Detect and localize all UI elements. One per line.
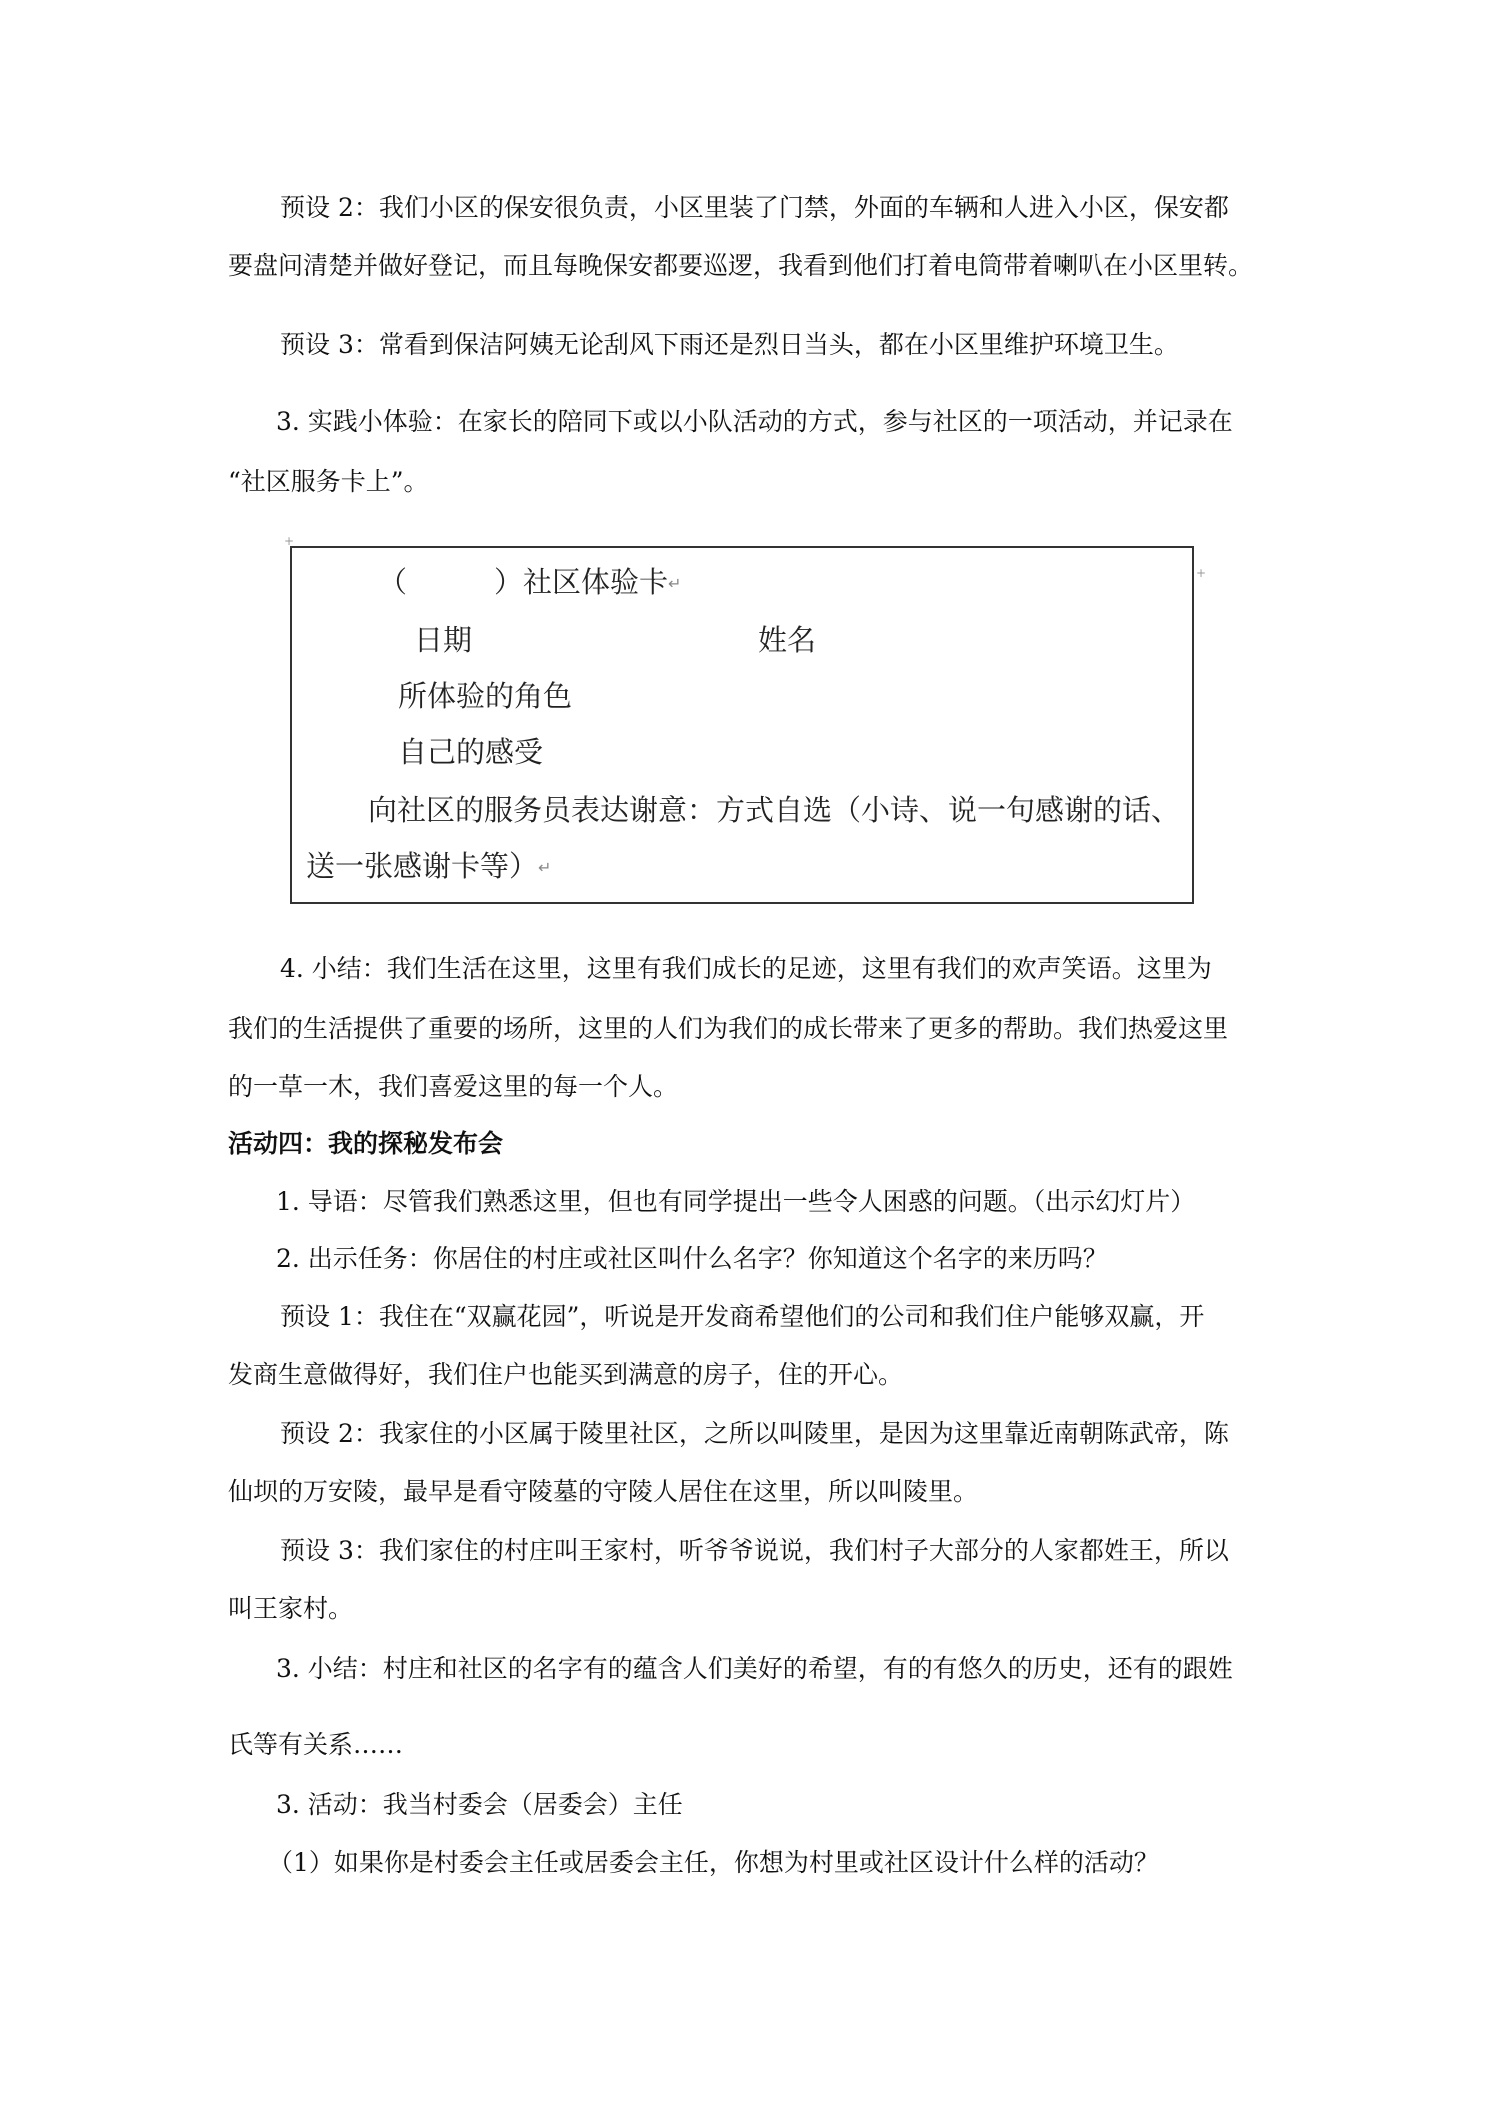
corner-mark-top-left: + — [284, 534, 295, 548]
activity-4-preset-3-line-1: 预设 3：我们家住的村庄叫王家村，听爷爷说说，我们村子大部分的人家都姓王，所以 — [280, 1536, 1229, 1565]
activity-4-item-3-line-2: 氏等有关系…… — [228, 1730, 404, 1759]
summary-line-2: 我们的生活提供了重要的场所，这里的人们为我们的成长带来了更多的帮助。我们热爱这里 — [228, 1014, 1229, 1043]
community-experience-card — [290, 546, 1194, 904]
paragraph-mark-icon: ↵ — [668, 574, 682, 593]
practice-line-2: “社区服务卡上”。 — [228, 467, 429, 496]
corner-mark-top-right: + — [1196, 566, 1207, 580]
preset-2-line-2: 要盘问清楚并做好登记，而且每晚保安都要巡逻，我看到他们打着电筒带着喇叭在小区里转。 — [228, 251, 1254, 280]
card-thanks-line-1: 向社区的服务员表达谢意：方式自选（小诗、说一句感谢的话、 — [368, 793, 1181, 827]
activity-4-item-3-line-1: 3. 小结：村庄和社区的名字有的蕴含人们美好的希望，有的有悠久的历史，还有的跟姓 — [276, 1654, 1233, 1683]
activity-4-preset-1-line-1: 预设 1：我住在“双赢花园”，听说是开发商希望他们的公司和我们住户能够双赢，开 — [280, 1302, 1205, 1331]
card-feeling-label: 自己的感受 — [398, 735, 544, 769]
summary-line-3: 的一草一木，我们喜爱这里的每一个人。 — [228, 1072, 679, 1101]
card-title-text: （ ）社区体验卡 — [378, 565, 669, 599]
activity-4-item-5: （1）如果你是村委会主任或居委会主任，你想为村里或社区设计什么样的活动？ — [268, 1848, 1159, 1877]
card-title — [378, 564, 681, 602]
card-date-label: 日期 — [414, 623, 473, 657]
activity-4-item-1: 1. 导语：尽管我们熟悉这里，但也有同学提出一些令人困惑的问题。（出示幻灯片） — [276, 1187, 1196, 1216]
card-thanks-line-2 — [306, 848, 551, 886]
activity-4-preset-1-line-2: 发商生意做得好，我们住户也能买到满意的房子，住的开心。 — [228, 1360, 904, 1389]
activity-4-preset-3-line-2: 叫王家村。 — [228, 1594, 354, 1623]
paragraph-mark-icon: ↵ — [538, 858, 552, 877]
preset-3-line: 预设 3：常看到保洁阿姨无论刮风下雨还是烈日当头，都在小区里维护环境卫生。 — [280, 330, 1179, 359]
summary-line-1: 4. 小结：我们生活在这里，这里有我们成长的足迹，这里有我们的欢声笑语。这里为 — [280, 954, 1212, 983]
preset-2-line-1: 预设 2：我们小区的保安很负责，小区里装了门禁，外面的车辆和人进入小区，保安都 — [280, 193, 1229, 222]
card-role-label: 所体验的角色 — [398, 679, 573, 713]
activity-4-item-2: 2. 出示任务：你居住的村庄或社区叫什么名字？你知道这个名字的来历吗？ — [276, 1244, 1108, 1273]
activity-4-item-4: 3. 活动：我当村委会（居委会）主任 — [276, 1790, 683, 1819]
activity-4-heading: 活动四：我的探秘发布会 — [228, 1129, 504, 1158]
activity-4-preset-2-line-1: 预设 2：我家住的小区属于陵里社区，之所以叫陵里，是因为这里靠近南朝陈武帝，陈 — [280, 1419, 1229, 1448]
activity-4-preset-2-line-2: 仙坝的万安陵，最早是看守陵墓的守陵人居住在这里，所以叫陵里。 — [228, 1477, 979, 1506]
practice-line-1: 3. 实践小体验：在家长的陪同下或以小队活动的方式，参与社区的一项活动，并记录在 — [276, 407, 1233, 436]
card-name-label: 姓名 — [758, 623, 817, 657]
card-thanks-line-2-text: 送一张感谢卡等） — [306, 849, 539, 883]
